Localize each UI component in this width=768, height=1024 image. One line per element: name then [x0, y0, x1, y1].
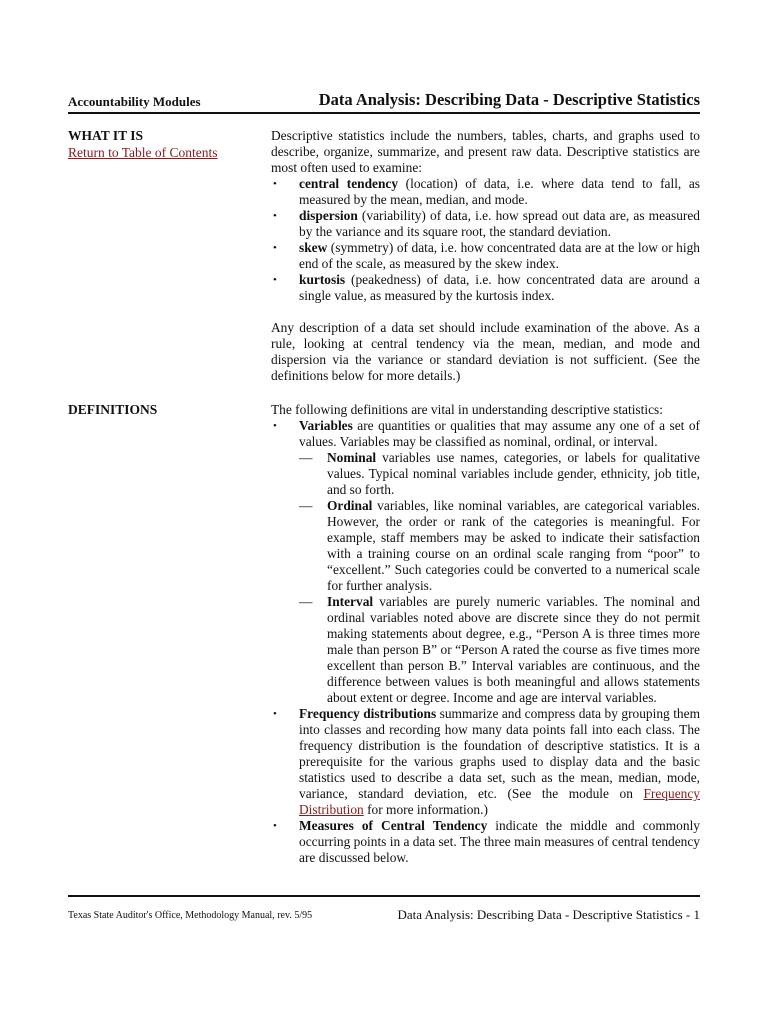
term: skew: [299, 240, 328, 255]
term: kurtosis: [299, 272, 346, 287]
term: Frequency distributions: [299, 706, 437, 721]
term-description: (peakedness) of data, i.e. how concentrated data are around a single value, as measured by the kurtosis index.: [299, 272, 700, 303]
list-item: [271, 208, 700, 240]
term-description: variables, like nominal variables, are categorical variables. However, the order or rank of the categories is meaningful. For example, staff members may be asked to indicate their satisfaction with a training course on an ordinal scale ranging from “poor” to “excellent.” Such categories could be converted to a numerical scale for further analysis.: [327, 498, 700, 593]
what-it-is-intro: Descriptive statistics include the numbers, tables, charts, and graphs used to describe, organize, summarize, and present raw data. Descriptive statistics are most often used to examine:: [271, 128, 700, 175]
definitions-body: [271, 402, 700, 866]
term-description: variables are purely numeric variables. The nominal and ordinal variables noted above are discrete since they do not permit making statements about degree, e.g., “Person A is three times more male than person B” or “Person A rated the course as five times more excellent than person B.” Interval variables are continuous, and the difference between values is both meaningful and allows statements about extent or degree. Income and age are interval variables.: [327, 594, 700, 705]
term: Measures of Central Tendency: [299, 818, 488, 833]
term-description: summarize and compress data by grouping them into classes and recording how many data points fall into each class. The frequency distribution is the foundation of descriptive statistics. It is a prerequisite for the various graphs used to display data and the basic statistics used to describe a data set, such as the mean, median, mode, variance, standard deviation, etc. (See the module on: [299, 706, 700, 801]
term: Interval: [327, 594, 374, 609]
term: Ordinal: [327, 498, 373, 513]
footer-divider: [68, 895, 700, 897]
variable-types-list: [299, 450, 700, 706]
frequency-distribution-link[interactable]: Frequency Distribution: [299, 786, 700, 817]
list-item: [299, 450, 700, 498]
term-description: (variability) of data, i.e. how spread out data are, as measured by the variance and its square root, the standard deviation.: [299, 208, 700, 239]
term-description: indicate the middle and commonly occurring points in a data set. The three main measures of central tendency are discussed below.: [299, 818, 700, 865]
header-title: Data Analysis: Describing Data - Descriptive Statistics: [318, 90, 700, 109]
header-module-name: Accountability Modules: [68, 94, 201, 109]
section-label-definitions: DEFINITIONS: [68, 402, 158, 417]
term-description: are quantities or qualities that may assume any one of a set of values. Variables may be classified as nominal, ordinal, or interval.: [299, 418, 700, 449]
list-item: [271, 818, 700, 866]
term: dispersion: [299, 208, 358, 223]
what-it-is-closing: Any description of a data set should include examination of the above. As a rule, looking at central tendency via the mean, median, and mode and dispersion via the variance or standard deviation is not sufficient. (See the definitions below for more details.): [271, 320, 700, 383]
list-item: [271, 272, 700, 304]
examine-list: [271, 176, 700, 304]
list-item: [271, 418, 700, 706]
term-description-end: for more information.): [363, 802, 488, 817]
definitions-list: [271, 418, 700, 866]
list-item: [271, 706, 700, 818]
footer-source: Texas State Auditor's Office, Methodology Manual, rev. 5/95: [68, 910, 313, 921]
section-label-what-it-is: WHAT IT IS: [68, 128, 144, 143]
what-it-is-body: [271, 128, 700, 384]
definitions-intro: The following definitions are vital in understanding descriptive statistics:: [271, 402, 663, 417]
term: central tendency: [299, 176, 399, 191]
term-description: variables use names, categories, or labels for qualitative values. Typical nominal variables include gender, ethnicity, job title, and so forth.: [327, 450, 700, 497]
list-item: [299, 498, 700, 594]
list-item: [271, 176, 700, 208]
footer-page-title: Data Analysis: Describing Data - Descriptive Statistics - 1: [397, 907, 700, 922]
list-item: [271, 240, 700, 272]
term-description: (location) of data, i.e. where data tend to fall, as measured by the mean, median, and mode.: [299, 176, 701, 207]
term: Nominal: [327, 450, 377, 465]
page-header: [68, 90, 700, 114]
term: Variables: [299, 418, 353, 433]
return-to-toc-link[interactable]: Return to Table of Contents: [68, 145, 218, 160]
list-item: [299, 594, 700, 706]
term-description: (symmetry) of data, i.e. how concentrated data are at the low or high end of the scale, as measured by the skew index.: [299, 240, 700, 271]
